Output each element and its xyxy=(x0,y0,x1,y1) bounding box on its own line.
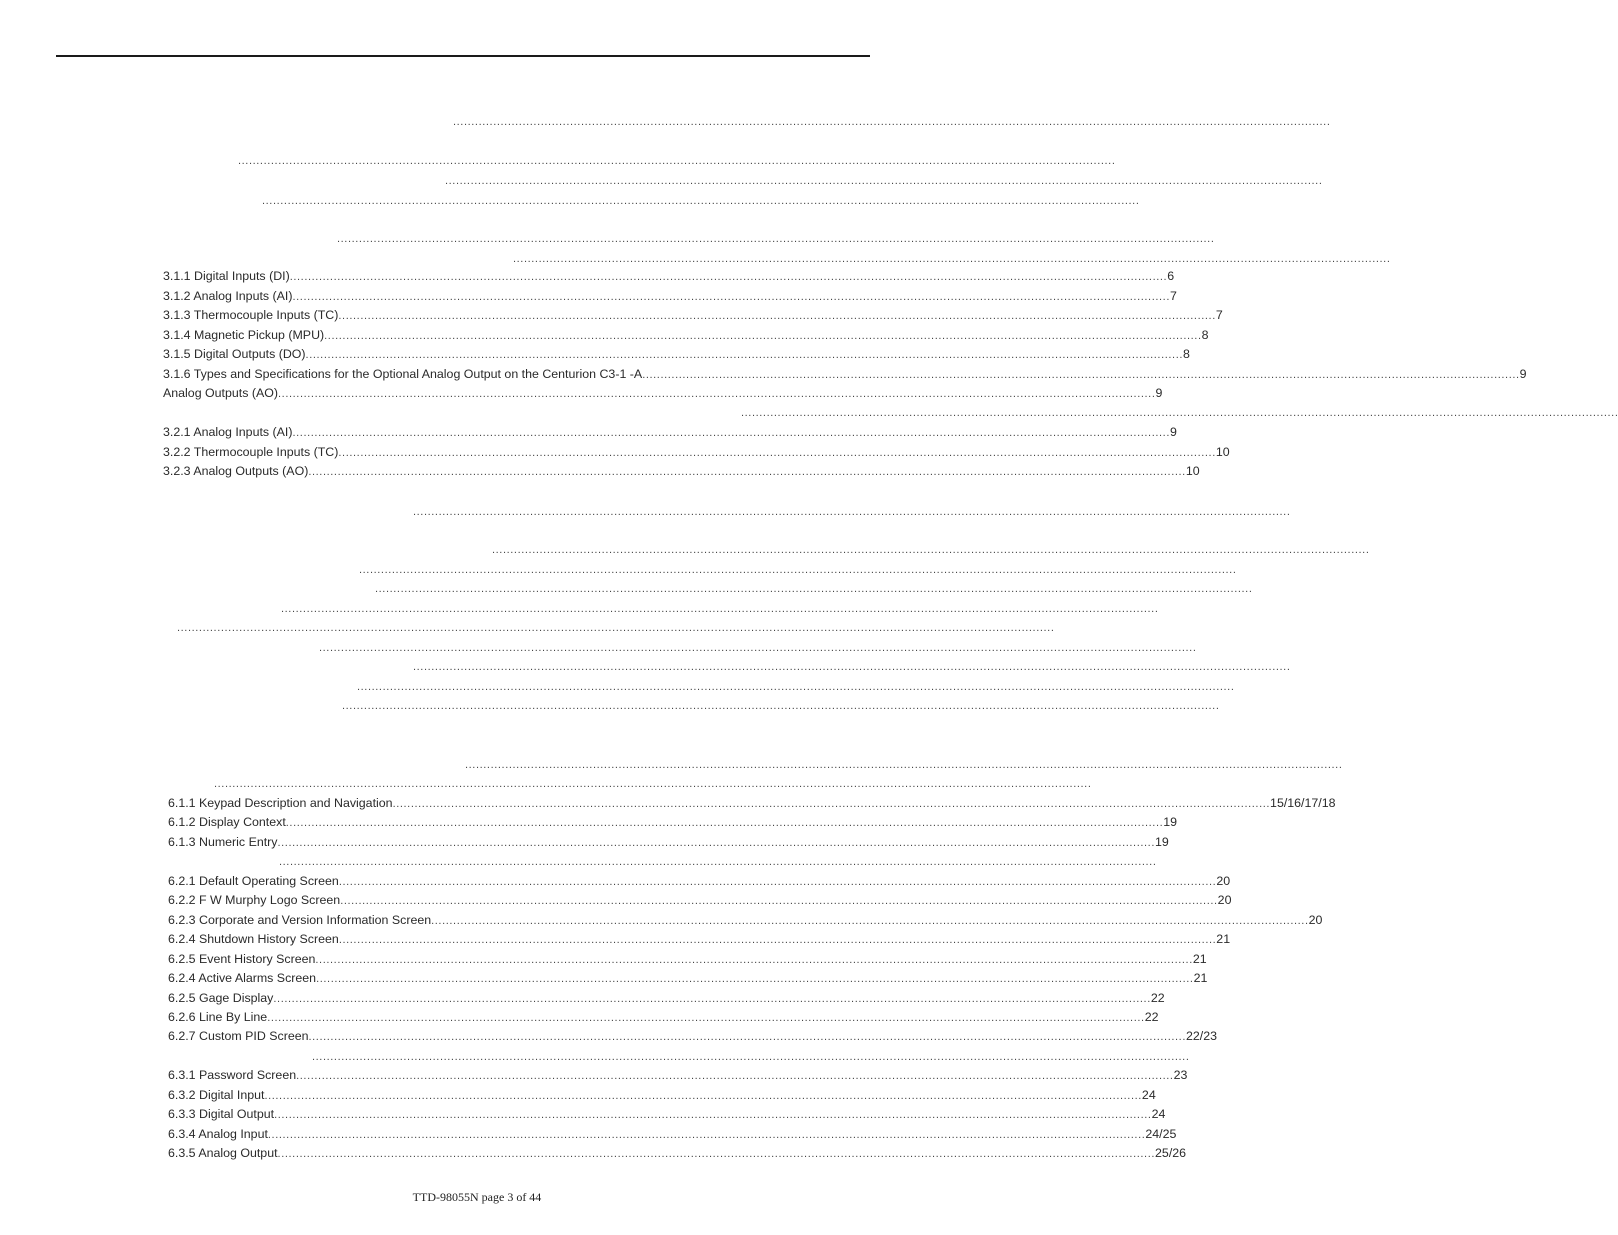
toc-entry-page: 9 xyxy=(1169,425,1177,439)
toc-entry-label: 3.1.4 Magnetic Pickup (MPU) xyxy=(163,328,325,342)
toc-entry-label: 3.2.2 Thermocouple Inputs (TC) xyxy=(163,445,339,459)
toc-leader-dots: ................................................................................................................................................................................................................................................ xyxy=(267,1129,1146,1141)
toc-entry xyxy=(163,307,1223,323)
toc-entry-page: 19 xyxy=(1154,835,1169,849)
toc-leader-dots: ................................................................................................................................................................................................................................................ xyxy=(238,155,1116,167)
toc-entry xyxy=(413,503,1291,519)
toc-entry-page: 20 xyxy=(1308,913,1323,927)
toc-leader-dots: ................................................................................................................................................................................................................................................ xyxy=(337,233,1215,245)
toc-entry-page: 9 xyxy=(1519,367,1527,381)
toc-leader-dots: ................................................................................................................................................................................................................................................ xyxy=(338,876,1217,888)
toc-leader-dots: ................................................................................................................................................................................................................................................ xyxy=(292,291,1170,303)
toc-entry-page: 6 xyxy=(1167,269,1175,283)
toc-entry xyxy=(177,619,1055,635)
toc-entry-label: 6.2.4 Shutdown History Screen xyxy=(168,932,339,946)
toc-entry-label: Analog Outputs (AO) xyxy=(163,386,279,400)
toc-leader-dots: ................................................................................................................................................................................................................................................ xyxy=(285,817,1164,829)
toc-entry xyxy=(342,697,1220,713)
toc-entry xyxy=(279,853,1157,869)
toc-entry-label: 6.1.2 Display Context xyxy=(168,815,286,829)
toc-entry xyxy=(492,541,1370,557)
toc-entry-label: 6.1.3 Numeric Entry xyxy=(168,835,278,849)
toc-entry xyxy=(445,172,1323,188)
toc-entry-page: 22/23 xyxy=(1185,1029,1217,1043)
toc-leader-dots: ................................................................................................................................................................................................................................................ xyxy=(342,700,1220,712)
toc-leader-dots: ................................................................................................................................................................................................................................................ xyxy=(281,603,1159,615)
toc-entry xyxy=(168,892,1232,908)
toc-entry-label: 3.1.1 Digital Inputs (DI) xyxy=(163,269,290,283)
toc-entry xyxy=(741,404,1618,420)
header-rule xyxy=(56,55,870,57)
toc-leader-dots: ................................................................................................................................................................................................................................................ xyxy=(642,369,1520,381)
toc-entry-page: 10 xyxy=(1215,445,1230,459)
toc-entry-page: 22 xyxy=(1144,1010,1159,1024)
toc-leader-dots: ................................................................................................................................................................................................................................................ xyxy=(338,447,1216,459)
toc-entry-label: 6.2.7 Custom PID Screen xyxy=(168,1029,309,1043)
toc-entry-page: 10 xyxy=(1185,464,1200,478)
toc-leader-dots: ................................................................................................................................................................................................................................................ xyxy=(292,427,1170,439)
toc-entry xyxy=(214,775,1092,791)
toc-leader-dots: ................................................................................................................................................................................................................................................ xyxy=(392,798,1271,810)
toc-entry-page: 9 xyxy=(1155,386,1163,400)
toc-entry-page: 21 xyxy=(1216,932,1231,946)
toc-entry xyxy=(163,268,1175,284)
toc-entry-label: 6.3.1 Password Screen xyxy=(168,1068,297,1082)
toc-entry xyxy=(168,970,1208,986)
toc-leader-dots: ................................................................................................................................................................................................................................................ xyxy=(492,544,1370,556)
toc-entry-label: 6.1.1 Keypad Description and Navigation xyxy=(168,796,393,810)
toc-leader-dots: ................................................................................................................................................................................................................................................ xyxy=(177,622,1055,634)
toc-entry-label: 6.3.3 Digital Output xyxy=(168,1107,275,1121)
toc-leader-dots: ................................................................................................................................................................................................................................................ xyxy=(340,895,1218,907)
toc-entry-label: 3.2.3 Analog Outputs (AO) xyxy=(163,464,309,478)
toc-entry-page: 20 xyxy=(1217,893,1232,907)
toc-entry xyxy=(465,756,1343,772)
toc-leader-dots: ................................................................................................................................................................................................................................................ xyxy=(278,388,1156,400)
toc-entry xyxy=(163,424,1177,440)
toc-entry xyxy=(357,678,1235,694)
toc-entry xyxy=(168,990,1165,1006)
toc-entry xyxy=(168,912,1323,928)
toc-leader-dots: ................................................................................................................................................................................................................................................ xyxy=(214,778,1092,790)
toc-entry-page: 22 xyxy=(1150,991,1165,1005)
toc-entry xyxy=(413,658,1291,674)
toc-leader-dots: ................................................................................................................................................................................................................................................ xyxy=(277,1148,1156,1160)
toc-entry xyxy=(163,463,1200,479)
toc-entry-page: 24 xyxy=(1141,1088,1156,1102)
toc-entry-label: 6.3.4 Analog Input xyxy=(168,1127,268,1141)
toc-leader-dots: ................................................................................................................................................................................................................................................ xyxy=(413,661,1291,673)
toc-entry xyxy=(168,1126,1177,1142)
toc-entry xyxy=(163,366,1527,382)
toc-leader-dots: ................................................................................................................................................................................................................................................ xyxy=(289,271,1168,283)
toc-entry xyxy=(375,580,1253,596)
toc-entry-label: 6.3.2 Digital Input xyxy=(168,1088,265,1102)
toc-leader-dots: ................................................................................................................................................................................................................................................ xyxy=(279,856,1157,868)
toc-entry xyxy=(168,1145,1187,1161)
toc-leader-dots: ................................................................................................................................................................................................................................................ xyxy=(264,1090,1142,1102)
toc-entry xyxy=(168,873,1231,889)
toc-entry-page: 20 xyxy=(1216,874,1231,888)
toc-entry-label: 6.2.1 Default Operating Screen xyxy=(168,874,339,888)
toc-leader-dots: ................................................................................................................................................................................................................................................ xyxy=(375,583,1253,595)
toc-entry-label: 6.3.5 Analog Output xyxy=(168,1146,278,1160)
toc-leader-dots: ................................................................................................................................................................................................................................................ xyxy=(338,310,1216,322)
toc-leader-dots: ................................................................................................................................................................................................................................................ xyxy=(357,681,1235,693)
toc-leader-dots: ................................................................................................................................................................................................................................................ xyxy=(465,759,1343,771)
toc-leader-dots: ................................................................................................................................................................................................................................................ xyxy=(262,195,1140,207)
toc-entry-label: 6.2.2 F W Murphy Logo Screen xyxy=(168,893,341,907)
toc-entry xyxy=(168,1087,1156,1103)
toc-entry-page: 19 xyxy=(1163,815,1178,829)
toc-entry-page: 15/16/17/18 xyxy=(1270,796,1336,810)
toc-leader-dots: ................................................................................................................................................................................................................................................ xyxy=(312,1051,1190,1063)
toc-leader-dots: ................................................................................................................................................................................................................................................ xyxy=(445,175,1323,187)
toc-leader-dots: ................................................................................................................................................................................................................................................ xyxy=(513,253,1391,265)
toc-entry xyxy=(163,288,1177,304)
toc-entry-label: 3.1.3 Thermocouple Inputs (TC) xyxy=(163,308,339,322)
toc-entry xyxy=(168,1009,1159,1025)
toc-entry xyxy=(168,814,1178,830)
toc-entry xyxy=(163,444,1230,460)
toc-entry-page: 7 xyxy=(1169,289,1177,303)
toc-leader-dots: ................................................................................................................................................................................................................................................ xyxy=(431,915,1309,927)
toc-entry-page: 8 xyxy=(1201,328,1209,342)
toc-entry-page: 25/26 xyxy=(1155,1146,1187,1160)
toc-entry-label: 6.2.5 Gage Display xyxy=(168,991,274,1005)
page-footer: TTD-98055N page 3 of 44 xyxy=(412,1190,542,1204)
toc-leader-dots: ................................................................................................................................................................................................................................................ xyxy=(316,973,1194,985)
toc-leader-dots: ................................................................................................................................................................................................................................................ xyxy=(296,1070,1174,1082)
toc-leader-dots: ................................................................................................................................................................................................................................................ xyxy=(277,837,1155,849)
toc-leader-dots: ................................................................................................................................................................................................................................................ xyxy=(315,954,1193,966)
toc-leader-dots: ................................................................................................................................................................................................................................................ xyxy=(359,564,1237,576)
toc-entry xyxy=(168,795,1336,811)
toc-leader-dots: ................................................................................................................................................................................................................................................ xyxy=(267,1012,1145,1024)
toc-entry-label: 3.1.5 Digital Outputs (DO) xyxy=(163,347,306,361)
toc-entry xyxy=(168,951,1207,967)
toc-entry-label: 6.2.3 Corporate and Version Information Screen xyxy=(168,913,432,927)
toc-entry xyxy=(312,1048,1190,1064)
toc-leader-dots: ................................................................................................................................................................................................................................................ xyxy=(273,993,1151,1005)
toc-entry-label: 3.2.1 Analog Inputs (AI) xyxy=(163,425,293,439)
toc-leader-dots: ................................................................................................................................................................................................................................................ xyxy=(413,506,1291,518)
toc-leader-dots: ................................................................................................................................................................................................................................................ xyxy=(338,934,1217,946)
toc-entry-label: 6.2.4 Active Alarms Screen xyxy=(168,971,317,985)
toc-entry-page: 21 xyxy=(1192,952,1207,966)
toc-entry xyxy=(168,1106,1166,1122)
toc-leader-dots: ................................................................................................................................................................................................................................................ xyxy=(319,642,1197,654)
toc-entry-label: 3.1.2 Analog Inputs (AI) xyxy=(163,289,293,303)
toc-entry xyxy=(163,327,1209,343)
toc-entry xyxy=(359,561,1237,577)
toc-leader-dots: ................................................................................................................................................................................................................................................ xyxy=(741,407,1618,419)
toc-entry-label: 3.1.6 Types and Specifications for the Optional Analog Output on the Centurion C3-1 -A xyxy=(163,367,643,381)
toc-entry-page: 24/25 xyxy=(1145,1127,1177,1141)
toc-entry xyxy=(238,152,1116,168)
toc-entry xyxy=(453,113,1331,129)
toc-entry-label: 6.2.5 Event History Screen xyxy=(168,952,316,966)
toc-leader-dots: ................................................................................................................................................................................................................................................ xyxy=(305,349,1184,361)
toc-entry xyxy=(168,834,1169,850)
toc-entry-page: 8 xyxy=(1183,347,1190,361)
toc-entry xyxy=(513,250,1391,266)
toc-entry xyxy=(163,346,1190,362)
toc-entry xyxy=(281,600,1159,616)
toc-leader-dots: ................................................................................................................................................................................................................................................ xyxy=(274,1109,1152,1121)
toc-entry-page: 7 xyxy=(1215,308,1223,322)
toc-leader-dots: ................................................................................................................................................................................................................................................ xyxy=(308,466,1186,478)
toc-entry-page: 24 xyxy=(1151,1107,1166,1121)
toc-leader-dots: ................................................................................................................................................................................................................................................ xyxy=(453,116,1331,128)
toc-entry xyxy=(168,1067,1188,1083)
toc-entry xyxy=(262,192,1140,208)
toc-entry xyxy=(163,385,1163,401)
toc-entry xyxy=(337,230,1215,246)
toc-leader-dots: ................................................................................................................................................................................................................................................ xyxy=(324,330,1202,342)
toc-entry-label: 6.2.6 Line By Line xyxy=(168,1010,268,1024)
toc-leader-dots: ................................................................................................................................................................................................................................................ xyxy=(308,1031,1186,1043)
toc-entry xyxy=(168,1028,1217,1044)
toc-entry-page: 21 xyxy=(1193,971,1208,985)
toc-entry xyxy=(319,639,1197,655)
toc-entry xyxy=(168,931,1231,947)
toc-entry-page: 23 xyxy=(1173,1068,1188,1082)
